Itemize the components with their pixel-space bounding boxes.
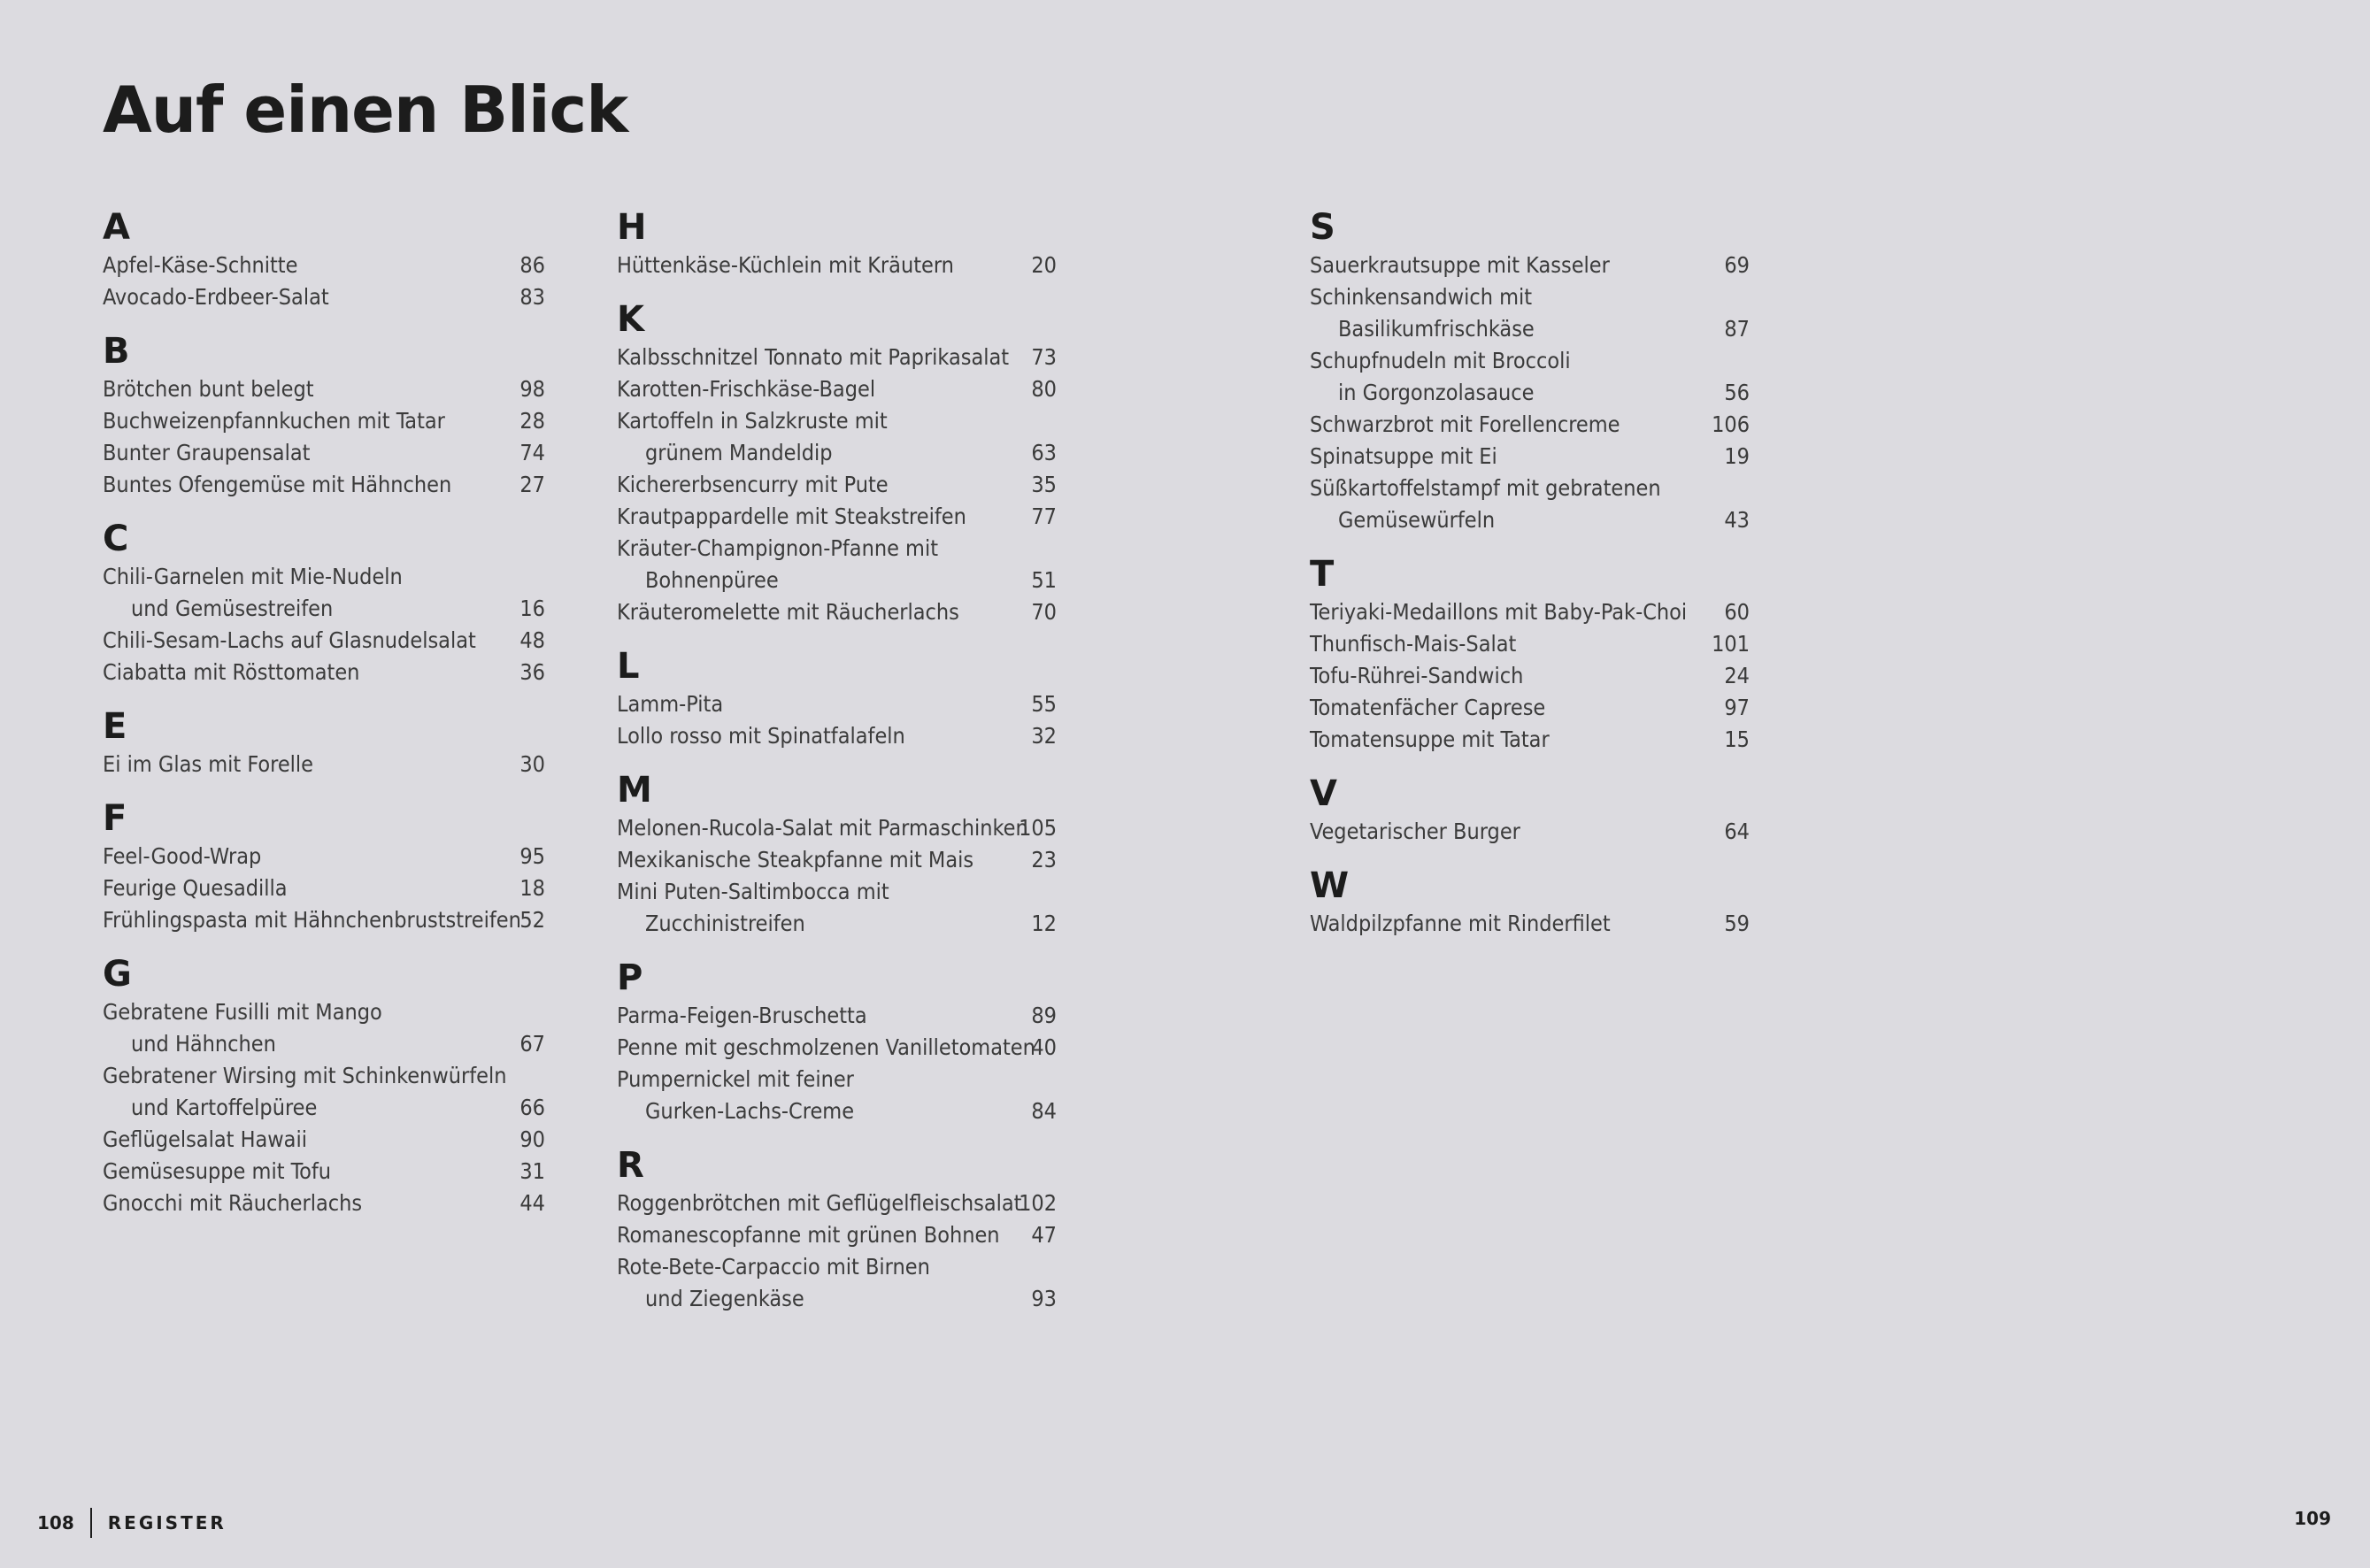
entry-page-number: 32: [1031, 723, 1057, 749]
entry-page-number: 66: [519, 1095, 545, 1120]
index-section: [1310, 552, 1750, 756]
index-entry: [1310, 660, 1750, 692]
entry-page-number: 48: [519, 627, 545, 653]
index-entry: [103, 841, 545, 872]
entry-page-number: 101: [1712, 631, 1750, 657]
entry-page-number: 43: [1724, 507, 1750, 533]
entry-page-number: 52: [519, 907, 545, 933]
entry-page-number: 35: [1031, 472, 1057, 497]
entry-page-number: 24: [1724, 663, 1750, 688]
entry-page-number: 23: [1031, 847, 1057, 872]
index-section: [103, 952, 545, 1219]
index-entry: [617, 596, 1057, 628]
index-section: [1310, 864, 1750, 940]
entry-page-number: 44: [519, 1190, 545, 1216]
index-entry: [103, 437, 545, 469]
entry-page-number: 55: [1031, 691, 1057, 717]
index-entry: [1310, 692, 1750, 724]
entry-title-line: Mexikanische Steakpfanne mit Mais: [617, 847, 974, 872]
entry-title-line: Penne mit geschmolzenen Vanilletomaten: [617, 1034, 1035, 1060]
index-entry: [1310, 628, 1750, 660]
entry-title-line: Gebratene Fusilli mit Mango: [103, 999, 382, 1025]
index-section: [103, 704, 545, 780]
index-entry: [1310, 724, 1750, 756]
entry-title-line: Lollo rosso mit Spinatfalafeln: [617, 723, 905, 749]
index-entry: [103, 469, 545, 501]
index-section: [103, 329, 545, 501]
entry-title-line: Vegetarischer Burger: [1310, 819, 1520, 844]
entry-title-line: in Gorgonzolasauce: [1338, 380, 1535, 405]
index-entry: [1310, 596, 1750, 628]
entry-page-number: 74: [519, 440, 545, 465]
entry-title-line: Mini Puten-Saltimbocca mit: [617, 879, 889, 904]
entry-title-line: Gnocchi mit Räucherlachs: [103, 1190, 363, 1216]
entry-title-line: Chili-Garnelen mit Mie-Nudeln: [103, 564, 403, 589]
entry-page-number: 27: [519, 472, 545, 497]
entry-title-line: Frühlingspasta mit Hähnchenbruststreifen: [103, 907, 521, 933]
index-entry: [617, 373, 1057, 405]
entry-page-number: 15: [1724, 726, 1750, 752]
entry-page-number: 16: [519, 596, 545, 621]
entry-title-line: Basilikumfrischkäse: [1338, 316, 1535, 342]
entry-page-number: 30: [519, 751, 545, 777]
entry-title-line: und Gemüsestreifen: [131, 596, 334, 621]
entry-title-line: Waldpilzpfanne mit Rinderfilet: [1310, 911, 1611, 936]
index-section: [1310, 772, 1750, 848]
section-letter: E: [103, 706, 127, 747]
index-entry: [617, 405, 1057, 469]
index-entry: [103, 657, 545, 688]
right-page-number: 109: [2294, 1508, 2331, 1529]
index-entry: [103, 1060, 545, 1124]
section-letter: P: [617, 957, 643, 998]
index-entry: [617, 688, 1057, 720]
footer-divider: [90, 1508, 92, 1538]
index-entry: [617, 1219, 1057, 1251]
entry-page-number: 80: [1031, 376, 1057, 402]
index-entry: [103, 405, 545, 437]
entry-title-line: Gebratener Wirsing mit Schinkenwürfeln: [103, 1063, 507, 1088]
index-section: [103, 205, 545, 313]
index-entry: [1310, 816, 1750, 848]
entry-page-number: 31: [519, 1158, 545, 1184]
entry-page-number: 90: [519, 1126, 545, 1152]
index-entry: [1310, 345, 1750, 409]
entry-page-number: 40: [1031, 1034, 1057, 1060]
entry-title-line: Ei im Glas mit Forelle: [103, 751, 314, 777]
entry-page-number: 36: [519, 659, 545, 685]
section-label: REGISTER: [107, 1512, 227, 1533]
entry-page-number: 12: [1031, 911, 1057, 936]
index-entry: [1310, 281, 1750, 345]
entry-title-line: Tomatensuppe mit Tatar: [1310, 726, 1550, 752]
entry-title-line: Buchweizenpfannkuchen mit Tatar: [103, 408, 445, 434]
entry-page-number: 95: [519, 843, 545, 869]
index-entry: [103, 1124, 545, 1156]
entry-title-line: und Kartoffelpüree: [131, 1095, 318, 1120]
entry-title-line: Pumpernickel mit feiner: [617, 1066, 854, 1092]
index-section: [103, 517, 545, 688]
entry-title-line: Kräuteromelette mit Räucherlachs: [617, 599, 959, 625]
entry-title-line: Brötchen bunt belegt: [103, 376, 314, 402]
entry-page-number: 87: [1724, 316, 1750, 342]
section-letter: H: [617, 207, 647, 248]
section-letter: M: [617, 770, 652, 811]
entry-title-line: Schwarzbrot mit Forellencreme: [1310, 411, 1620, 437]
entry-page-number: 84: [1031, 1098, 1057, 1124]
section-letter: C: [103, 519, 129, 559]
index-entry: [103, 625, 545, 657]
index-section: [1310, 205, 1750, 536]
index-entry: [617, 844, 1057, 876]
page-title: Auf einen Blick: [103, 73, 628, 147]
entry-title-line: und Ziegenkäse: [645, 1286, 804, 1311]
index-entry: [1310, 473, 1750, 536]
entry-page-number: 20: [1031, 252, 1057, 278]
entry-page-number: 97: [1724, 695, 1750, 720]
entry-title-line: Kräuter-Champignon-Pfanne mit: [617, 535, 939, 561]
index-entry: [103, 281, 545, 313]
index-entry: [617, 1000, 1057, 1032]
entry-page-number: 106: [1712, 411, 1750, 437]
entry-title-line: Süßkartoffelstampf mit gebratenen: [1310, 475, 1661, 501]
index-entry: [103, 561, 545, 625]
footer-left: [37, 1508, 227, 1538]
index-entry: [617, 1032, 1057, 1064]
entry-page-number: 64: [1724, 819, 1750, 844]
entry-title-line: Kalbsschnitzel Tonnato mit Paprikasalat: [617, 344, 1010, 370]
entry-page-number: 60: [1724, 599, 1750, 625]
entry-page-number: 28: [519, 408, 545, 434]
index-entry: [617, 1064, 1057, 1127]
entry-title-line: Schupfnudeln mit Broccoli: [1310, 348, 1571, 373]
entry-title-line: Spinatsuppe mit Ei: [1310, 443, 1497, 469]
entry-title-line: Geflügelsalat Hawaii: [103, 1126, 307, 1152]
index-section: [617, 205, 1057, 281]
entry-title-line: grünem Mandeldip: [645, 440, 833, 465]
entry-title-line: Feel-Good-Wrap: [103, 843, 262, 869]
entry-title-line: Hüttenkäse-Küchlein mit Kräutern: [617, 252, 954, 278]
index-column-2: [617, 205, 1057, 1331]
entry-title-line: Roggenbrötchen mit Geflügelfleischsalat: [617, 1190, 1022, 1216]
index-entry: [617, 250, 1057, 281]
entry-page-number: 89: [1031, 1003, 1057, 1028]
entry-title-line: Buntes Ofengemüse mit Hähnchen: [103, 472, 452, 497]
index-section: [617, 644, 1057, 752]
entry-title-line: Romanescopfanne mit grünen Bohnen: [617, 1222, 1000, 1248]
entry-title-line: Schinkensandwich mit: [1310, 284, 1533, 310]
index-entry: [617, 1251, 1057, 1315]
entry-page-number: 70: [1031, 599, 1057, 625]
entry-title-line: Gemüsesuppe mit Tofu: [103, 1158, 332, 1184]
entry-title-line: Sauerkrautsuppe mit Kasseler: [1310, 252, 1610, 278]
entry-title-line: Ciabatta mit Rösttomaten: [103, 659, 360, 685]
entry-page-number: 67: [519, 1031, 545, 1057]
entry-title-line: Melonen-Rucola-Salat mit Parmaschinken: [617, 815, 1028, 841]
entry-title-line: Teriyaki-Medaillons mit Baby-Pak-Choi: [1310, 599, 1688, 625]
entry-title-line: Bunter Graupensalat: [103, 440, 311, 465]
index-entry: [1310, 409, 1750, 441]
index-entry: [103, 250, 545, 281]
entry-title-line: Thunfisch-Mais-Salat: [1310, 631, 1517, 657]
entry-page-number: 93: [1031, 1286, 1057, 1311]
section-letter: S: [1310, 207, 1335, 248]
index-section: [617, 768, 1057, 940]
entry-title-line: Kartoffeln in Salzkruste mit: [617, 408, 888, 434]
section-letter: A: [103, 207, 130, 248]
index-column-3: [1310, 205, 1750, 956]
section-letter: F: [103, 798, 127, 839]
entry-title-line: Avocado-Erdbeer-Salat: [103, 284, 329, 310]
entry-page-number: 59: [1724, 911, 1750, 936]
entry-title-line: Rote-Bete-Carpaccio mit Birnen: [617, 1254, 930, 1280]
entry-title-line: Karotten-Frischkäse-Bagel: [617, 376, 876, 402]
index-section: [617, 1143, 1057, 1315]
entry-page-number: 19: [1724, 443, 1750, 469]
entry-title-line: Tofu-Rührei-Sandwich: [1310, 663, 1524, 688]
entry-title-line: Zucchinistreifen: [645, 911, 805, 936]
entry-title-line: Gurken-Lachs-Creme: [645, 1098, 855, 1124]
entry-page-number: 102: [1019, 1190, 1057, 1216]
index-entry: [617, 469, 1057, 501]
index-entry: [1310, 908, 1750, 940]
entry-page-number: 73: [1031, 344, 1057, 370]
index-entry: [1310, 441, 1750, 473]
index-entry: [103, 373, 545, 405]
entry-page-number: 83: [519, 284, 545, 310]
index-entry: [617, 1188, 1057, 1219]
entry-title-line: Apfel-Käse-Schnitte: [103, 252, 298, 278]
index-entry: [617, 342, 1057, 373]
index-entry: [103, 996, 545, 1060]
index-column-1: [103, 205, 545, 1235]
entry-title-line: Kichererbsencurry mit Pute: [617, 472, 889, 497]
entry-page-number: 86: [519, 252, 545, 278]
index-entry: [617, 720, 1057, 752]
entry-title-line: Krautpappardelle mit Steakstreifen: [617, 503, 966, 529]
entry-title-line: Tomatenfächer Caprese: [1310, 695, 1546, 720]
entry-page-number: 51: [1031, 567, 1057, 593]
section-letter: G: [103, 954, 132, 995]
index-entry: [1310, 250, 1750, 281]
index-section: [617, 956, 1057, 1127]
section-letter: W: [1310, 865, 1350, 906]
index-entry: [103, 1188, 545, 1219]
entry-title-line: Lamm-Pita: [617, 691, 724, 717]
entry-title-line: Bohnenpüree: [645, 567, 779, 593]
section-letter: T: [1310, 554, 1335, 595]
entry-title-line: Gemüsewürfeln: [1338, 507, 1496, 533]
section-letter: L: [617, 646, 640, 687]
index-entry: [617, 876, 1057, 940]
entry-page-number: 77: [1031, 503, 1057, 529]
index-entry: [103, 749, 545, 780]
index-entry: [103, 904, 545, 936]
section-letter: K: [617, 299, 644, 340]
entry-page-number: 47: [1031, 1222, 1057, 1248]
section-letter: B: [103, 331, 130, 372]
section-letter: V: [1310, 773, 1337, 814]
section-letter: R: [617, 1145, 644, 1186]
index-entry: [617, 812, 1057, 844]
entry-page-number: 105: [1019, 815, 1057, 841]
entry-title-line: Feurige Quesadilla: [103, 875, 288, 901]
left-page-number: 108: [37, 1512, 74, 1533]
entry-page-number: 98: [519, 376, 545, 402]
entry-title-line: und Hähnchen: [131, 1031, 276, 1057]
entry-page-number: 18: [519, 875, 545, 901]
entry-title-line: Chili-Sesam-Lachs auf Glasnudelsalat: [103, 627, 476, 653]
entry-page-number: 63: [1031, 440, 1057, 465]
entry-page-number: 69: [1724, 252, 1750, 278]
index-entry: [617, 533, 1057, 596]
index-entry: [617, 501, 1057, 533]
index-section: [103, 796, 545, 936]
index-section: [617, 297, 1057, 628]
index-entry: [103, 1156, 545, 1188]
entry-page-number: 56: [1724, 380, 1750, 405]
entry-title-line: Parma-Feigen-Bruschetta: [617, 1003, 867, 1028]
index-entry: [103, 872, 545, 904]
